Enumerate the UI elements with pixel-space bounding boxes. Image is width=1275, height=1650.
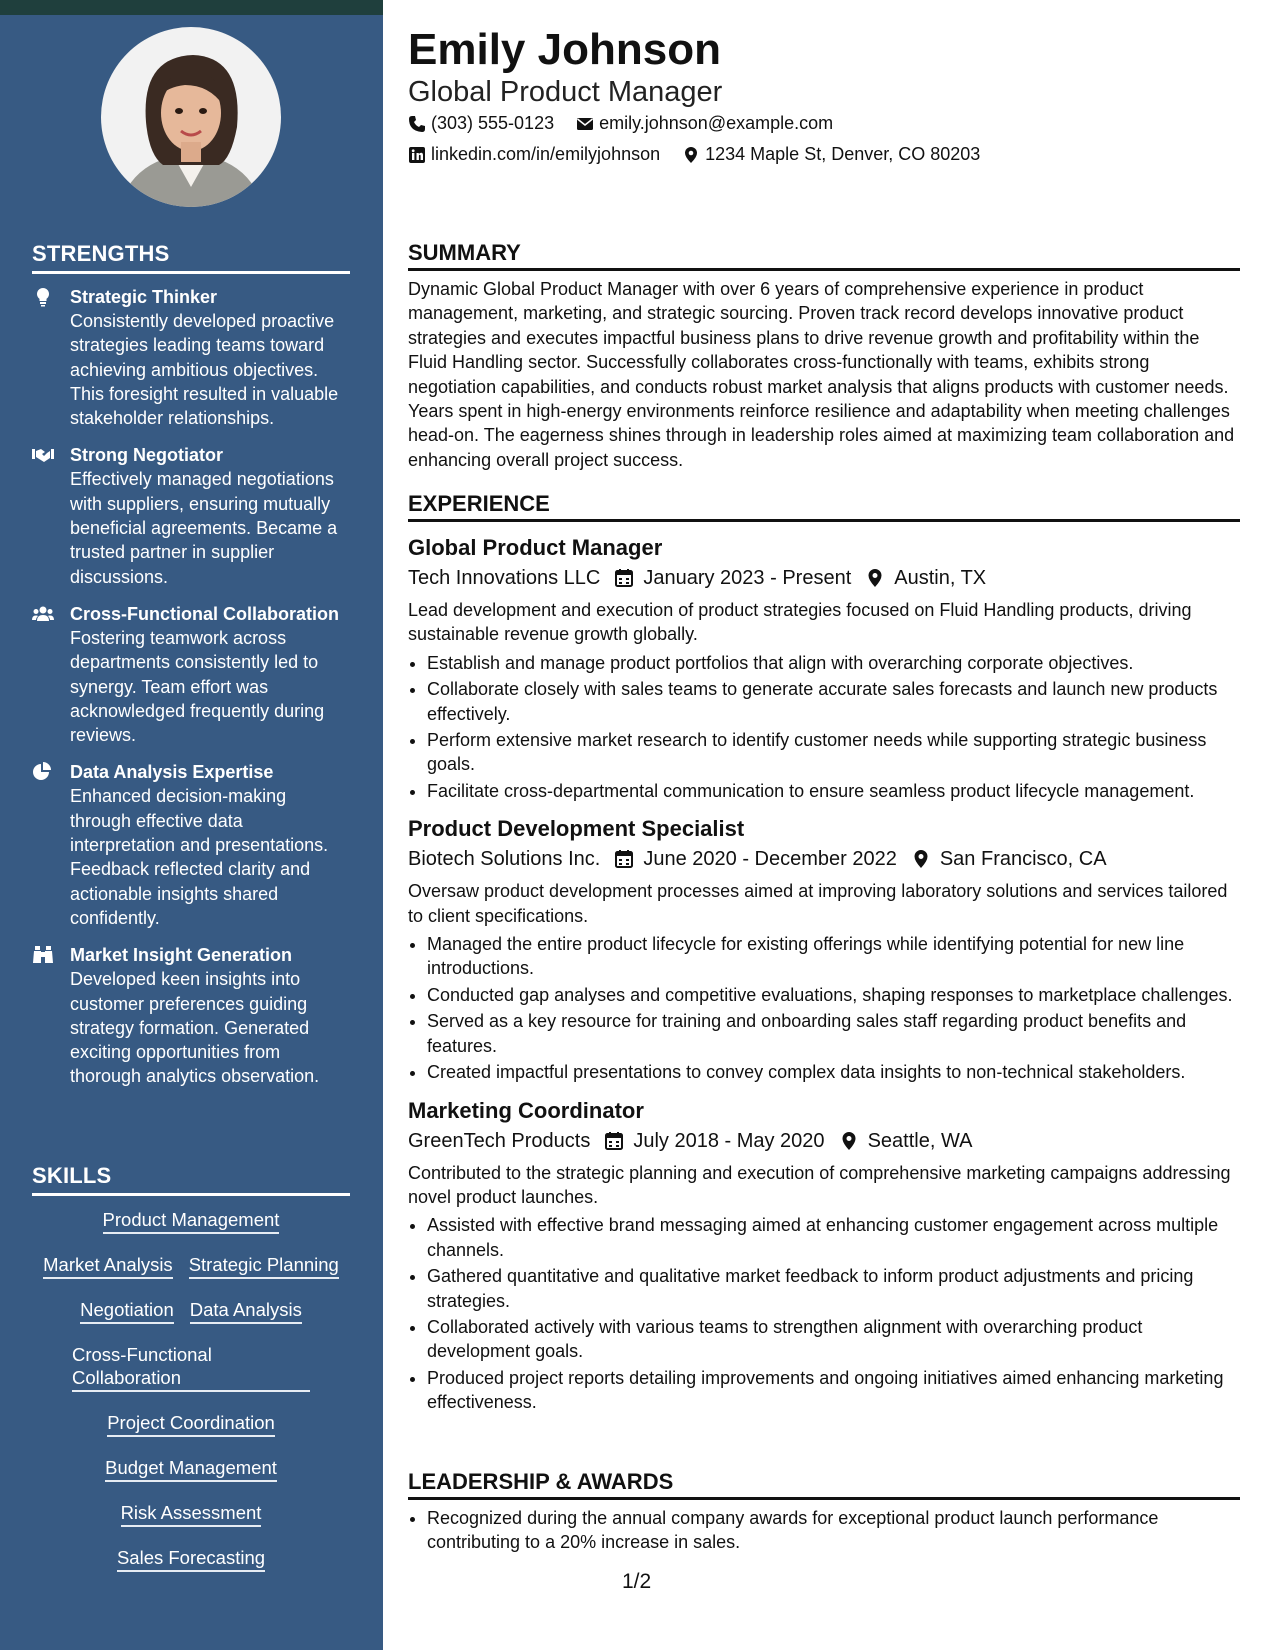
page-number: 1/2	[622, 1570, 652, 1593]
map-pin-icon	[839, 1131, 859, 1151]
lightbulb-icon	[32, 285, 70, 430]
strength-title: Market Insight Generation	[70, 945, 293, 966]
job-dates: June 2020 - December 2022	[643, 848, 897, 871]
skill-tag: Product Management	[103, 1208, 280, 1234]
sidebar	[0, 0, 383, 1650]
strength-item	[32, 443, 352, 588]
strength-description: Effectively managed negotiations with suppliers, ensuring mutually beneficial agreements. Became a trusted partner in supplier discussions.	[70, 469, 338, 587]
contact-row	[408, 144, 1002, 165]
skill-tag: Data Analysis	[190, 1298, 302, 1324]
linkedin-icon	[408, 146, 426, 164]
candidate-title: Global Product Manager	[408, 76, 723, 108]
phone-icon	[408, 115, 426, 133]
job-location: Seattle, WA	[867, 1129, 973, 1152]
calendar-icon	[614, 849, 634, 869]
job-bullets	[408, 1213, 1240, 1414]
job-meta	[408, 1127, 1240, 1155]
job-title: Product Development Specialist	[408, 816, 745, 842]
job-meta	[408, 845, 1240, 873]
list-item: • Collaborate closely with sales teams to generate accurate sales forecasts and launch new products effectively.	[427, 677, 1240, 726]
list-item: • Perform extensive market research to identify customer needs while supporting strategic business goals.	[427, 728, 1240, 777]
email-address[interactable]: emily.johnson@example.com	[599, 113, 834, 133]
handshake-icon	[32, 443, 70, 588]
skill-tag: Cross-Functional Collaboration	[72, 1343, 310, 1392]
pie-chart-icon	[32, 760, 70, 930]
strengths-list	[32, 285, 352, 1102]
map-pin-icon	[865, 568, 885, 588]
job-title: Global Product Manager	[408, 535, 663, 560]
contact-row	[408, 113, 855, 134]
skill-tag: Sales Forecasting	[117, 1546, 265, 1572]
calendar-icon	[604, 1131, 624, 1151]
awards-bullets	[408, 1506, 1240, 1555]
list-item: • Facilitate cross-departmental communication to ensure seamless product lifecycle management.	[427, 779, 1240, 803]
list-item: • Gathered quantitative and qualitative market feedback to inform product adjustments and pricing strategies.	[427, 1264, 1240, 1313]
strength-description: Developed keen insights into customer preferences guiding strategy formation. Generated exciting opportunities from thorough analytics observation.	[70, 969, 320, 1087]
list-item: • Served as a key resource for training and onboarding sales staff regarding product benefits and features.	[427, 1009, 1240, 1058]
job-summary: Contributed to the strategic planning and execution of comprehensive marketing campaigns addressing novel product launches.	[408, 1162, 1231, 1207]
skill-tag: Market Analysis	[43, 1253, 173, 1279]
job-dates: July 2018 - May 2020	[633, 1129, 825, 1152]
binoculars-icon	[32, 943, 70, 1088]
job-meta	[408, 564, 1240, 592]
skill-tag: Budget Management	[105, 1456, 277, 1482]
list-item: • Collaborated actively with various teams to strengthen alignment with overarching product development goals.	[427, 1315, 1240, 1364]
list-item: • Recognized during the annual company awards for exceptional product launch performance contributing to a 20% increase in sales.	[427, 1506, 1240, 1555]
job-entry	[408, 534, 1240, 803]
job-entry	[408, 1097, 1240, 1415]
summary-text: Dynamic Global Product Manager with over 6 years of comprehensive experience in product management, marketing, and strategic sourcing. Proven track record develops innovative product strategies and executes impactful business plans to drive revenue growth and profitability within the Fluid Handling sector. Successfully collaborates cross-functionally with teams, exhibits strong negotiation capabilities, and conducts robust market analysis that aligns products with customer needs. Years spent in high-energy environments reinforce resilience and adaptability when meeting challenges head-on. The eagerness shines through in leadership roles aimed at maximizing team collaboration and enhancing overall project success.	[408, 279, 1235, 470]
company-name: Biotech Solutions Inc.	[408, 848, 601, 871]
strength-item	[32, 943, 352, 1088]
address: 1234 Maple St, Denver, CO 80203	[705, 144, 981, 164]
calendar-icon	[614, 568, 634, 588]
skills-heading: SKILLS	[32, 1163, 350, 1196]
strength-description: Consistently developed proactive strategies leading teams toward achieving ambitious objectives. This foresight resulted in valuable stakeholder relationships.	[70, 311, 339, 429]
users-icon	[32, 602, 70, 747]
strength-item	[32, 602, 352, 747]
strengths-heading: STRENGTHS	[32, 241, 350, 274]
summary-heading: SUMMARY	[408, 240, 1240, 271]
awards-heading: LEADERSHIP & AWARDS	[408, 1469, 1240, 1500]
strength-item	[32, 760, 352, 930]
experience-heading: EXPERIENCE	[408, 491, 1240, 522]
summary-section	[408, 240, 1240, 472]
skill-tag: Project Coordination	[107, 1411, 275, 1437]
skill-tag: Strategic Planning	[189, 1253, 339, 1279]
list-item: • Assisted with effective brand messaging aimed at enhancing customer engagement across multiple channels.	[427, 1213, 1240, 1262]
job-summary: Lead development and execution of product strategies focused on Fluid Handling products, driving sustainable revenue growth globally.	[408, 600, 1192, 645]
job-dates: January 2023 - Present	[643, 567, 852, 589]
map-pin-icon	[682, 146, 700, 164]
phone-number: (303) 555-0123	[431, 113, 555, 133]
awards-section	[408, 1469, 1240, 1557]
sidebar-top-bar	[0, 0, 383, 15]
map-pin-icon	[911, 849, 931, 869]
list-item: • Produced project reports detailing improvements and ongoing initiatives aimed enhancing marketing effectiveness.	[427, 1366, 1240, 1415]
skill-tag: Risk Assessment	[121, 1501, 262, 1527]
strength-title: Data Analysis Expertise	[70, 762, 274, 783]
linkedin-url[interactable]: linkedin.com/in/emilyjohnson	[431, 144, 661, 164]
list-item: • Establish and manage product portfolios that align with overarching corporate objectives.	[427, 651, 1240, 675]
job-location: Austin, TX	[894, 567, 987, 589]
experience-section	[408, 491, 1240, 1417]
strength-title: Strategic Thinker	[70, 287, 218, 307]
list-item: • Managed the entire product lifecycle for existing offerings while identifying potential for new line introductions.	[427, 932, 1240, 981]
strength-item	[32, 285, 352, 430]
list-item: • Conducted gap analyses and competitive evaluations, shaping responses to marketplace challenges.	[427, 983, 1240, 1007]
candidate-name: Emily Johnson	[408, 25, 721, 74]
strength-description: Enhanced decision-making through effective data interpretation and presentations. Feedback reflected clarity and actionable insights shared confidently.	[70, 786, 329, 928]
job-title: Marketing Coordinator	[408, 1097, 644, 1123]
envelope-icon	[576, 115, 594, 133]
strength-title: Strong Negotiator	[70, 445, 223, 466]
job-summary: Oversaw product development processes aimed at improving laboratory solutions and services tailored to client specifications.	[408, 881, 1228, 926]
strength-description: Fostering teamwork across departments consistently led to synergy. Team effort was acknowledged frequently during reviews.	[70, 627, 325, 746]
skill-tag: Negotiation	[80, 1298, 174, 1324]
profile-photo	[101, 27, 281, 207]
strength-title: Cross-Functional Collaboration	[70, 603, 340, 624]
job-bullets	[408, 932, 1240, 1084]
company-name: Tech Innovations LLC	[408, 567, 601, 589]
skills-list	[32, 1208, 350, 1572]
list-item: • Created impactful presentations to convey complex data insights to non-technical stakeholders.	[427, 1060, 1240, 1084]
job-entry	[408, 815, 1240, 1084]
company-name: GreenTech Products	[408, 1129, 591, 1152]
job-location: San Francisco, CA	[939, 848, 1107, 871]
job-bullets	[408, 651, 1240, 803]
